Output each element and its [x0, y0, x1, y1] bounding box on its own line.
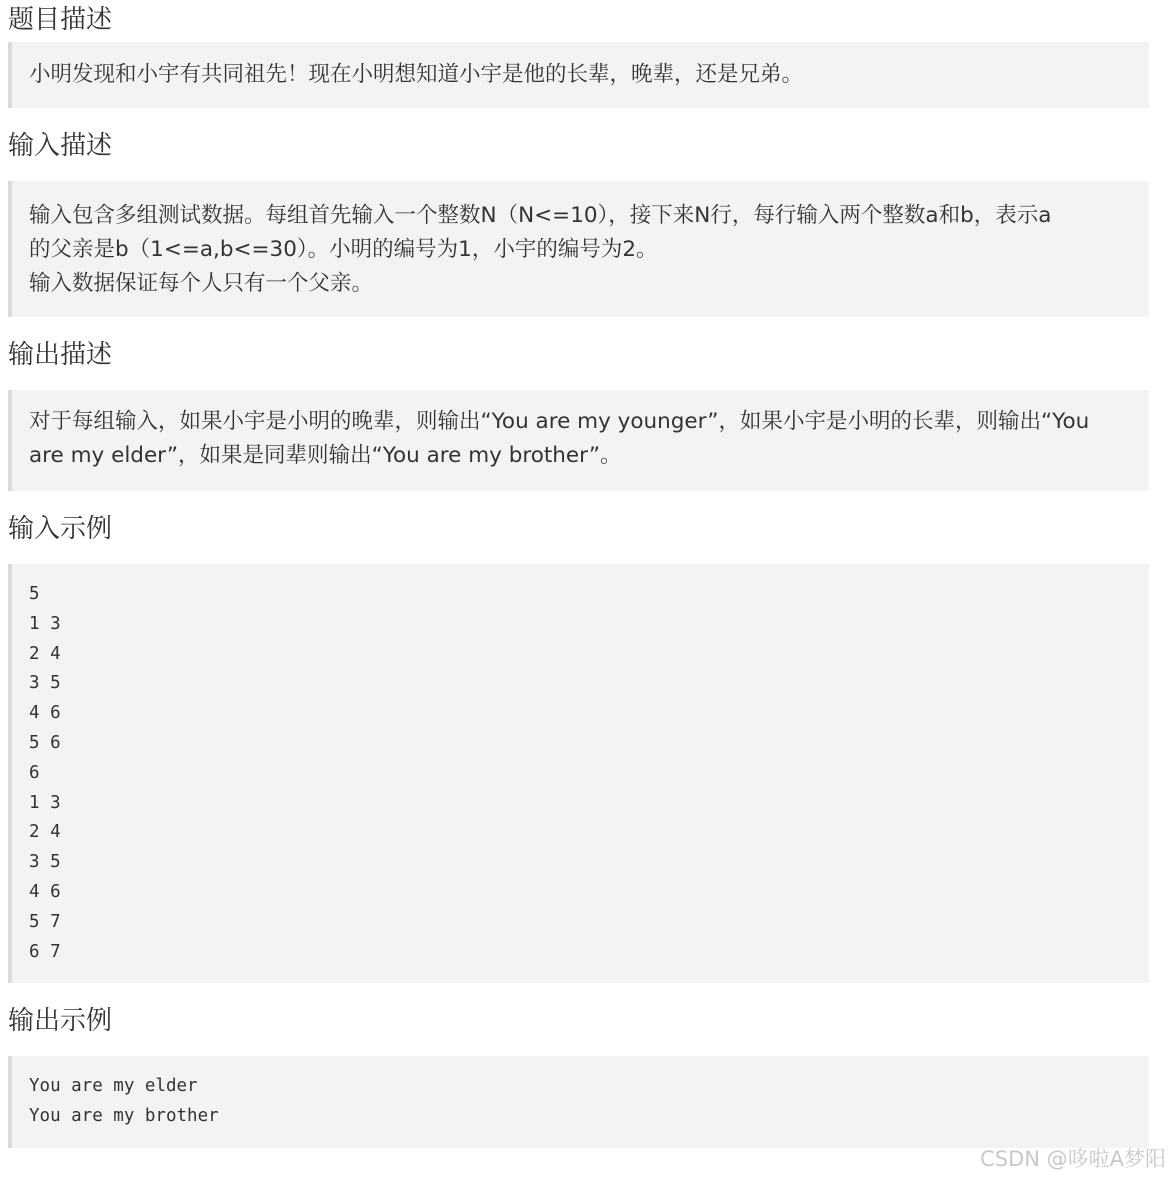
code-line: 5 6 [29, 732, 61, 753]
code-line: 4 6 [29, 881, 61, 902]
description-line: 小明发现和小宇有共同祖先！现在小明想知道小宇是他的长辈，晚辈，还是兄弟。 [29, 62, 804, 87]
code-line: 2 4 [29, 643, 61, 664]
input-desc-line: 输入包含多组测试数据。每组首先输入一个整数N（N<=10），接下来N行，每行输入两个整数a和b，表示a [29, 203, 1052, 228]
code-line: 5 7 [29, 911, 61, 932]
output-example-title: 输出示例 [8, 1005, 113, 1036]
description-title: 题目描述 [8, 5, 113, 35]
output-desc-title: 输出描述 [8, 339, 113, 370]
input-desc-line: 的父亲是b（1<=a,b<=30）。小明的编号为1，小宇的编号为2。 [29, 237, 658, 262]
input-desc-line: 输入数据保证每个人只有一个父亲。 [29, 271, 374, 296]
code-line: 3 5 [29, 852, 61, 873]
code-line: You are my elder [29, 1076, 198, 1096]
code-line: You are my brother [29, 1105, 219, 1126]
watermark: CSDN @哆啦A梦阳 [980, 1147, 1166, 1171]
code-line: 1 3 [29, 792, 61, 813]
code-line: 1 3 [29, 613, 61, 634]
input-desc-title: 输入描述 [8, 130, 113, 161]
code-line: 2 4 [29, 822, 61, 843]
description-box [8, 42, 1149, 108]
input-example-box [8, 564, 1149, 983]
code-line: 6 7 [29, 941, 61, 962]
code-line: 3 5 [29, 673, 61, 694]
output-desc-line: are my elder”，如果是同辈则输出“You are my brother”。 [29, 443, 622, 468]
output-desc-line: 对于每组输入，如果小宇是小明的晚辈，则输出“You are my younger”，如果小宇是小明的长辈，则输出“You [29, 409, 1090, 434]
problem-content [8, 0, 1149, 1148]
output-desc-box [8, 390, 1149, 491]
input-desc-box [8, 181, 1149, 317]
output-example-box [8, 1056, 1149, 1148]
code-line: 6 [29, 762, 40, 783]
input-example-title: 输入示例 [8, 513, 113, 544]
code-line: 4 6 [29, 703, 61, 724]
code-line: 5 [29, 584, 40, 604]
